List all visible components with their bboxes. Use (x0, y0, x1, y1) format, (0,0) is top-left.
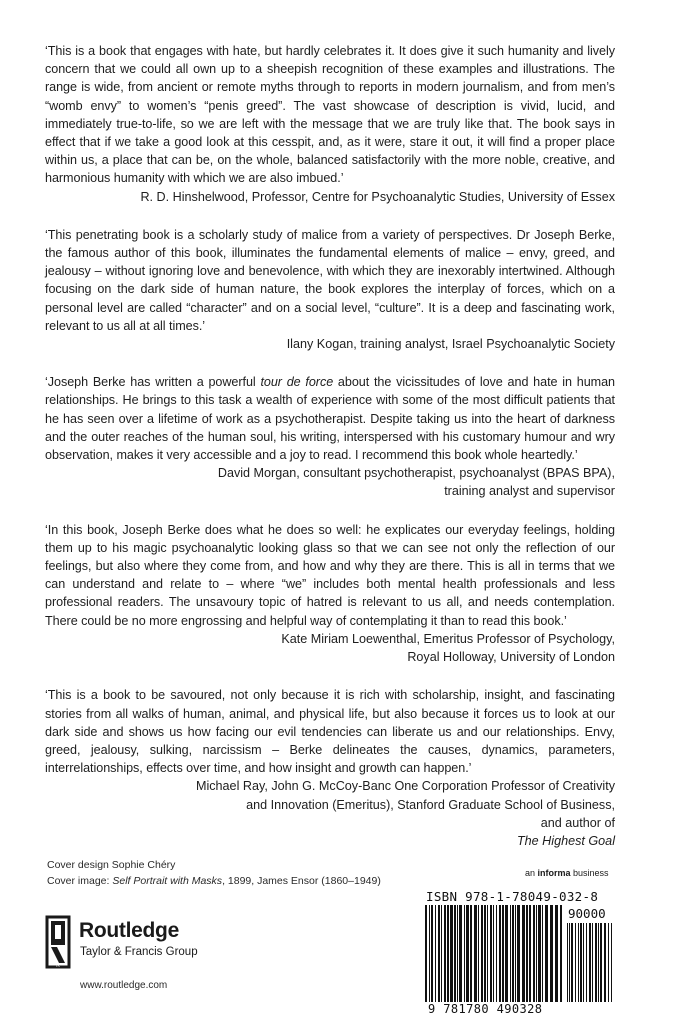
quote-text: ‘This is a book to be savoured, not only because it is rich with scholarship, insight, and fascinating stories from all walks of human, animal, and physical life, but also because it forces us to look at our dark side and shows us how facing our evil tendencies can liberate us and our relationships. Envy, greed, jealousy, sulking, narcissism – Berke delineates the causes, dynamics, parameters, interrelationships, effects over time, and how insight and growth can happen.’ (45, 688, 615, 776)
barcode-bar (431, 905, 433, 1002)
barcode-bar (459, 905, 462, 1002)
addon-bar (598, 923, 599, 1002)
barcode-bar (484, 905, 486, 1002)
barcode-bar (450, 905, 453, 1002)
endorsement-2 (45, 226, 615, 353)
barcode-bar (515, 905, 516, 1002)
barcode-bar (550, 905, 553, 1002)
attribution (45, 188, 615, 206)
barcode-bar (502, 905, 504, 1002)
publisher-url: www.routledge.com (80, 980, 168, 991)
addon-bar (583, 923, 584, 1002)
quote-text-part: about the vicissitudes of love and hate in human relationships. He brings to this task a wealth of experience with some of the most difficult patients that he has seen over a lifetime of work as a psychotherapist. Despite taking us into the heart of darkness and the outer reaches of the human soul, his writing, interspersed with his customary humour and wry observation, makes it very accessible and a joy to read. I recommend this book whole heartedly.’ (45, 375, 615, 463)
barcode-bar (454, 905, 456, 1002)
barcode-bar (493, 905, 494, 1002)
barcode-bar (429, 905, 430, 1002)
publisher-name: Routledge (79, 919, 179, 942)
quote-text (45, 373, 615, 464)
informa-business-label (525, 868, 609, 878)
credit-part: , 1899, James Ensor (1860–1949) (222, 875, 381, 887)
barcode-digits: 9 781780 490328 (428, 1002, 543, 1016)
barcode-bar (470, 905, 472, 1002)
addon-bar (611, 923, 612, 1002)
barcode-bar (505, 905, 508, 1002)
barcode-bar (447, 905, 449, 1002)
barcode-bar (512, 905, 514, 1002)
attribution-line: training analyst and supervisor (444, 484, 615, 499)
addon-bar (575, 923, 576, 1002)
addon-bar (592, 923, 593, 1002)
barcode-bar (522, 905, 525, 1002)
quote-text-part: ‘Joseph Berke has written a powerful (45, 375, 261, 390)
barcode-bar (466, 905, 469, 1002)
publisher-logo-block (43, 915, 223, 975)
endorsement-3 (45, 373, 615, 500)
attribution-line: Michael Ray, John G. McCoy-Banc One Corporation Professor of Creativity (195, 779, 615, 794)
endorsement-4 (45, 521, 615, 667)
informa-part: business (570, 868, 609, 878)
attribution-part: and author of (540, 815, 615, 830)
endorsement-1 (45, 42, 615, 206)
barcode-bar (499, 905, 501, 1002)
barcode-addon: 90000 (568, 906, 606, 921)
barcode-bar (425, 905, 427, 1002)
endorsement-5 (45, 686, 615, 850)
addon-bar (571, 923, 573, 1002)
isbn-label: ISBN 978-1-78049-032-8 (426, 889, 599, 904)
barcode-bar (533, 905, 535, 1002)
attribution-line: and Innovation (Emeritus), Stanford Graduate School of Business, (246, 797, 615, 812)
addon-bar (608, 923, 609, 1002)
barcode-bar (487, 905, 488, 1002)
quote-text: ‘This penetrating book is a scholarly study of malice from a variety of perspectives. Dr Joseph Berke, the famous author of this book, illuminates the fundamental elements of malice – envy, greed, and jealousy – without ignoring love and benevolence, with which they are inexorably intertwined. Although focusing on the dark side of human nature, the book explores the interplay of forces, which on a personal level are called “character” and on a social level, “culture”. It is a deep and fascinating work, relevant to us all at all times.’ (45, 227, 615, 333)
attribution (45, 777, 615, 850)
artwork-title: Self Portrait with Masks (112, 875, 223, 887)
barcode-bar (474, 905, 477, 1002)
attribution-line: Kate Miriam Loewenthal, Emeritus Professor of Psychology, (281, 631, 615, 646)
barcode-bar (517, 905, 520, 1002)
attribution-line: R. D. Hinshelwood, Professor, Centre for Psychoanalytic Studies, University of Essex (140, 189, 615, 204)
addon-bar (589, 923, 591, 1002)
endorsements (45, 42, 615, 870)
cover-image-credit (47, 873, 381, 889)
addon-bar (569, 923, 570, 1002)
barcode-bar (496, 905, 497, 1002)
attribution-line: Royal Holloway, University of London (407, 650, 615, 665)
barcode-bar (560, 905, 562, 1002)
barcode-bar (464, 905, 465, 1002)
addon-bar (580, 923, 582, 1002)
barcode-bar (444, 905, 446, 1002)
barcode-bar (526, 905, 528, 1002)
barcode-bar (510, 905, 511, 1002)
barcode-bar (457, 905, 458, 1002)
barcode-bar (545, 905, 548, 1002)
addon-bar (578, 923, 579, 1002)
addon-bar (600, 923, 602, 1002)
barcode-bar (478, 905, 479, 1002)
credit-part: Cover image: (47, 875, 113, 887)
barcode-bar (435, 905, 436, 1002)
attribution (45, 335, 615, 353)
cover-design-credit: Cover design Sophie Chéry (47, 859, 176, 871)
barcode-bar (538, 905, 541, 1002)
attribution-line (45, 814, 615, 850)
attribution (45, 464, 615, 500)
quote-text-italic: tour de force (260, 375, 334, 390)
addon-bar (604, 923, 606, 1002)
addon-bar (586, 923, 587, 1002)
cover-credits (47, 857, 381, 889)
barcode-bar (441, 905, 442, 1002)
barcode-bar (481, 905, 483, 1002)
attribution-line: Ilany Kogan, training analyst, Israel Psychoanalytic Society (286, 337, 615, 352)
addon-bar (595, 923, 597, 1002)
publisher-subtitle: Taylor & Francis Group (80, 946, 198, 958)
quote-text: ‘This is a book that engages with hate, but hardly celebrates it. It does give it such humanity and lively concern that we could all own up to a sheepish recognition of these examples and illustrations. The range is wide, from ancient or remote myths through to reports in modern journalism, and from men’s “womb envy” to women’s “penis greed”. The vast showcase of description is vivid, lucid, and immediately true-to-life, so we are left with the message that we are truly like that. The book says in effect that if we take a good look at this cesspit, and, as it were, stare it out, it will find a proper place within us, a place that can be, on the whole, balanced satisfactorily with the more noble, creative, and harmonious humanity with which we are also imbued.’ (45, 44, 615, 186)
attribution-line: David Morgan, consultant psychotherapist, psychoanalyst (BPAS BPA), (217, 466, 615, 481)
barcode-bar (438, 905, 440, 1002)
svg-text:R: R (56, 963, 60, 969)
informa-bold: informa (537, 868, 571, 878)
barcode-bar (542, 905, 543, 1002)
barcode-bar (555, 905, 558, 1002)
barcode-bar (536, 905, 537, 1002)
attribution (45, 630, 615, 666)
addon-bar (567, 923, 568, 1002)
barcode-bar (529, 905, 531, 1002)
book-title-italic: The Highest Goal (516, 833, 615, 848)
routledge-logo-icon (43, 915, 73, 969)
barcode-bar (490, 905, 492, 1002)
quote-text: ‘In this book, Joseph Berke does what he does so well: he explicates our everyday feelings, holding them up to his magic psychoanalytic looking glass so that we can see not only the reflection of our feelings, but also where they come from, and how and why they are there. This is all in terms that we can understand and relate to – where “we” includes both mental health professionals and less professional readers. The unsavoury topic of hatred is relevant to us all, and needs contemplation. There could be no more engrossing and helpful way of contemplating it than to read this book.’ (45, 522, 615, 628)
informa-part: an (525, 868, 538, 878)
